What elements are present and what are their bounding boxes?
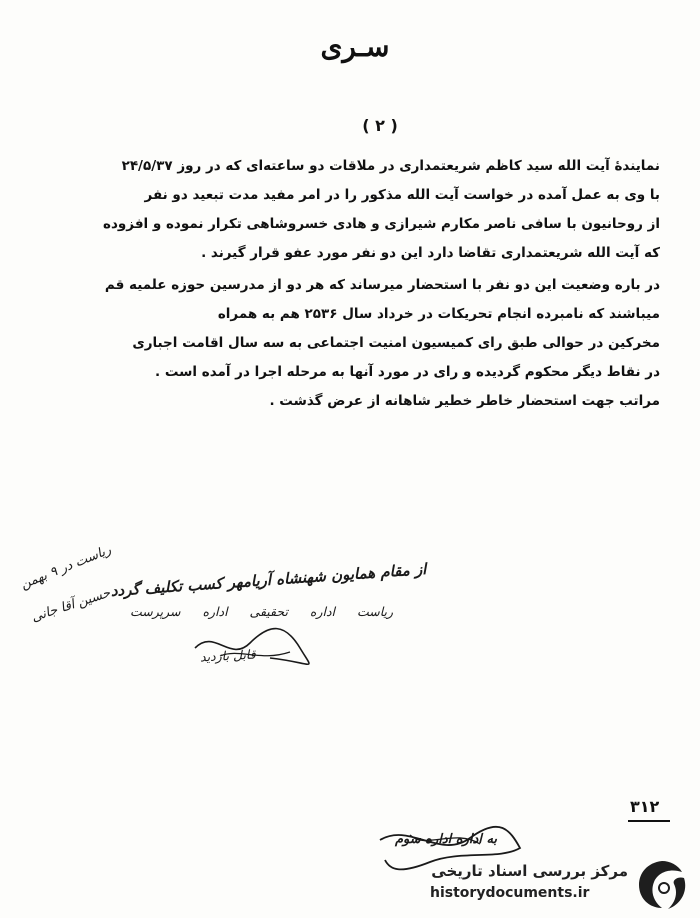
handwritten-margin-note: حسین آقا جانی	[29, 585, 113, 626]
page-number: ( ۲ )	[362, 116, 398, 135]
body-line: نمایندهٔ آیت الله سید کاظم شریعتمداری در ملاقات دو ساعته‌ای که در روز ۲۴/۵/۳۷	[121, 158, 660, 174]
body-line: که آیت الله شریعتمداری تقاضا دارد این دو نفر مورد عفو قرار گیرند .	[201, 245, 660, 261]
classification-heading: سـری	[320, 30, 390, 63]
handwritten-margin-note: ریاست در ۹ بهمن	[18, 542, 114, 593]
body-line: در باره وضعیت این دو نفر با استحضار میرساند که هر دو از مدرسین حوزه علمیه قم	[104, 277, 660, 293]
report-body	[95, 152, 660, 416]
document-number-underline	[628, 820, 670, 822]
body-line: مراتب جهت استحضار خاطر خطیر شاهانه از عرض گذشت .	[269, 393, 660, 409]
handwritten-sub-note: قابل بازدید	[199, 646, 256, 665]
document-number: ۳۱۲	[630, 797, 660, 816]
handwritten-signatures: ریاست اداره تحقیقی اداره سرپرست	[130, 604, 394, 619]
archive-logo-icon	[634, 858, 690, 912]
body-line: میباشند که نامبرده انجام تحریکات در خرداد سال ۲۵۳۶ هم به همراه	[217, 306, 660, 322]
handwritten-note: از مقام همایون شهنشاه آریامهر کسب تکلیف گردد	[110, 560, 427, 601]
watermark-text: مرکز بررسی اسناد تاریخی	[431, 862, 628, 880]
body-line: در نقاط دیگر محکوم گردیده و رای در مورد آنها به مرحله اجرا در آمده است .	[155, 364, 660, 380]
body-line: از روحانیون با سافی ناصر مکارم شیرازی و هادی خسروشاهی تکرار نموده و افزوده	[103, 216, 660, 232]
body-line: با وی به عمل آمده در خواست آیت الله مذکور را در امر مفید مدت تبعید دو نفر	[144, 187, 660, 203]
handwritten-routing-note: به اداره اداره سوم	[395, 832, 498, 847]
body-line: مخرکین در حوالی طبق رای کمیسیون امنیت اجتماعی به سه سال اقامت اجباری	[132, 335, 660, 351]
watermark-url: historydocuments.ir	[430, 885, 590, 901]
